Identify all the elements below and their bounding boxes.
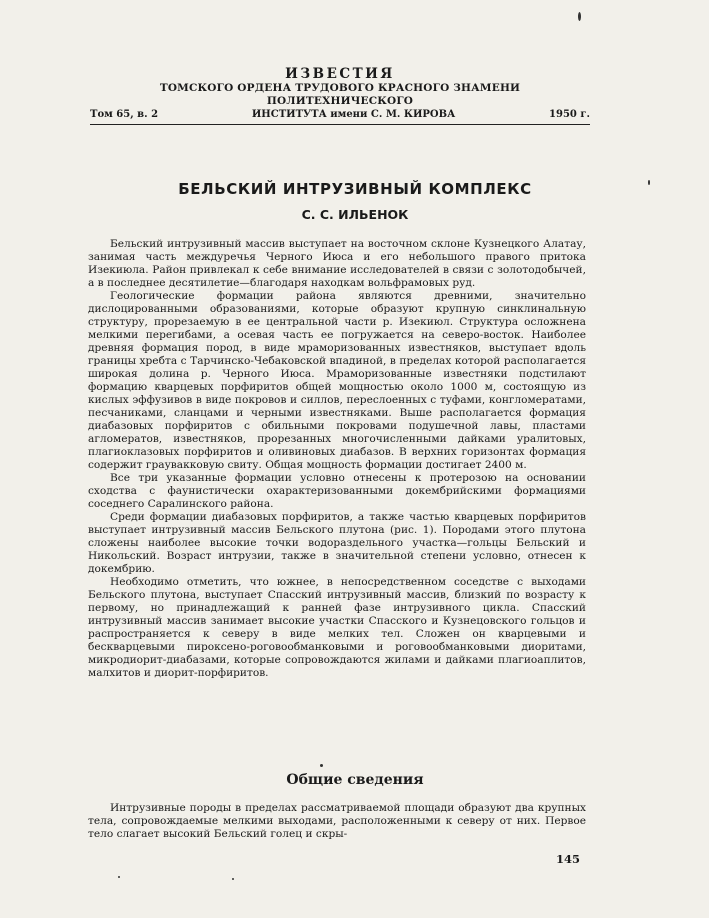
ink-speck [578,12,581,21]
section-body [88,802,586,841]
paragraph: Все три указанные формации условно отнесены к протерозою на основании сходства с фаунистически охарактеризованными докембрийскими формациями соседнего Саралинского района. [88,472,586,510]
year-label: 1950 г. [549,109,590,120]
article-author: С. С. ИЛЬЕНОК [301,207,409,222]
article-title: БЕЛЬСКИЙ ИНТРУЗИВНЫЙ КОМПЛЕКС [178,180,532,198]
institution-line: ТОМСКОГО ОРДЕНА ТРУДОВОГО КРАСНОГО ЗНАМЕНИ ПОЛИТЕХНИЧЕСКОГО [159,82,521,107]
ink-speck [118,876,120,878]
volume-label: Том 65, в. 2 [90,109,159,120]
ink-speck [648,180,650,185]
ink-speck [232,878,234,880]
journal-title: ИЗВЕСТИЯ [285,66,395,82]
paragraph: Интрузивные породы в пределах рассматриваемой площади образуют два крупных тела, сопровождаемые мелкими выходами, расположенными к северу от них. Первое тело слагает высокий Бельский голец и скры- [88,802,586,840]
masthead [90,66,590,125]
issue-line [90,108,590,121]
paragraph: Необходимо отметить, что южнее, в непосредственном соседстве с выходами Бельского плутона, выступает Спасский интрузивный массив, близкий по возрасту к первому, но принадлежащий к ранней фазе интрузивного цикла. Спасский интрузивный массив занимает высокие участки Спасского и Кузнецовского гольцов и распространяется к северу в виде мелких тел. Сложен он кварцевыми и бескварцевыми пироксено-роговообманковыми и роговообманковыми диоритами, микродиорит-диабазами, которые сопровождаются жилами и дайками плагиоаплитов, малхитов и диорит-порфиритов. [88,576,586,679]
paragraph: Среди формации диабазовых порфиритов, а также частью кварцевых порфиритов выступает интрузивный массив Бельского плутона (рис. 1). Породами этого плутона сложены наиболее высокие точки водораздельного участка—гольцы Бельский и Никольский. Возраст интрузии, также в значительной степени условно, отнесен к докембрию. [88,511,586,575]
section-heading: Общие сведения [286,772,424,788]
masthead-rule [90,124,590,125]
paragraph: Бельский интрузивный массив выступает на восточном склоне Кузнецкого Алатау, занимая часть междуречья Черного Июса и его небольшого правого притока Изекиюла. Район привлекал к себе внимание исследователей в связи с золотодобычей, а в последнее десятилетие—благодаря находкам вольфрамовых руд. [88,238,586,289]
ink-speck [320,764,323,767]
paragraph: Геологические формации района являются древними, значительно дислоцированными образованиями, которые образуют крупную синклинальную структуру, прорезаемую в ее центральной части р. Изекиюл. Структура осложнена мелкими перегибами, а осевая часть ее погружается на северо-восток. Наиболее древняя формация пород, в виде мраморизованных известняков, выступает вдоль границы хребта с Тарчинско-Чебаковской впадиной, в пределах которой располагается широкая долина р. Черного Июса. Мраморизованные известняки подстилают формацию кварцевых порфиритов общей мощностью около 1000 м, состоящую из кислых эффузивов в виде покровов и силлов, переслоенных с туфами, конгломератами, песчаниками, сланцами и черными известняками. Выше располагается формация диабазовых порфиритов с обильными покровами подушечной лавы, пластами агломератов, известняков, прорезанных многочисленными дайками уралитовых, плагиоклазовых порфиритов и оливиновых диабазов. В верхних горизонтах формация содержит граувакковую свиту. Общая мощность формации достигает 2400 м. [88,290,586,471]
institute-label: ИНСТИТУТА имени С. М. КИРОВА [251,109,456,120]
page-number: 145 [556,852,581,866]
article-body [88,238,586,680]
